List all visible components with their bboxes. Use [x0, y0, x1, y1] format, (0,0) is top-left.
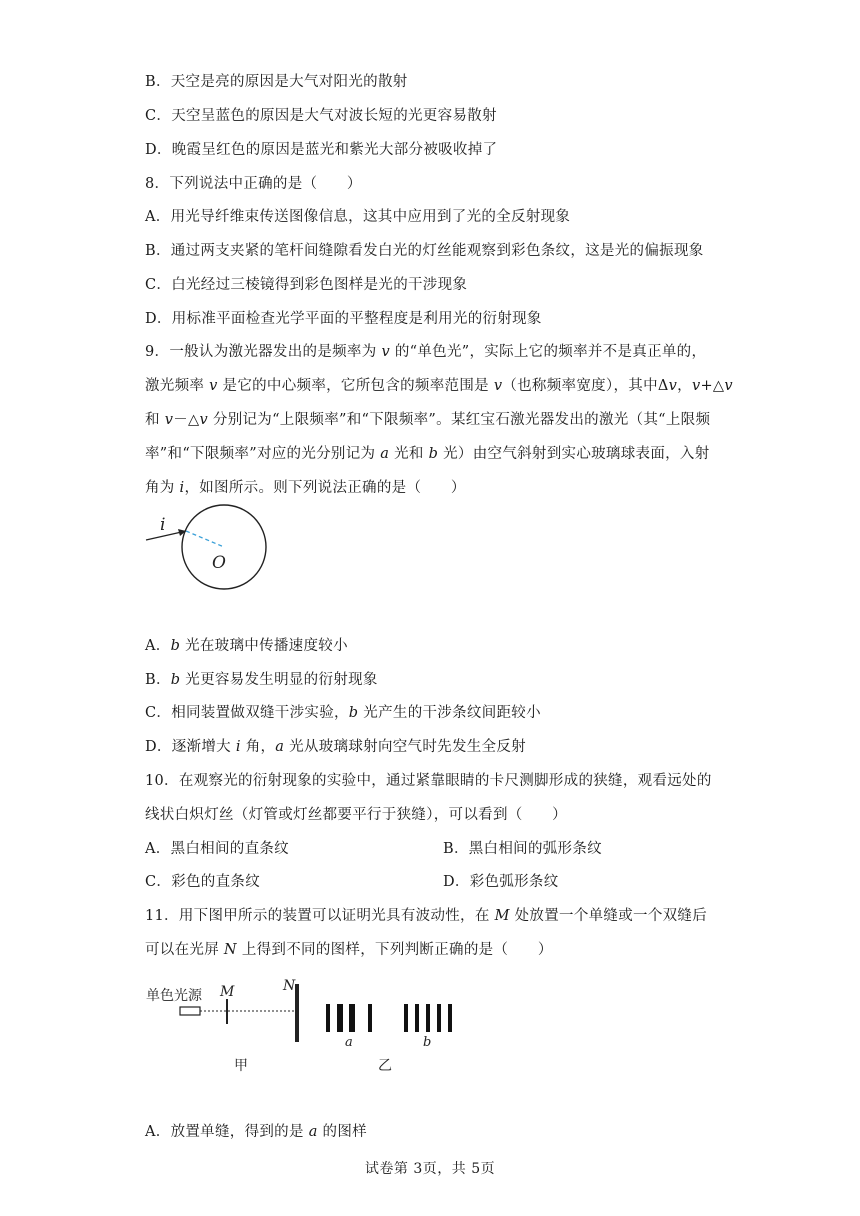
- normal-dashed-line: [186, 531, 224, 547]
- q9-stem-line1: 9．一般认为激光器发出的是频率为 v 的“单色光”，实际上它的频率并不是真正单的，: [145, 344, 707, 360]
- n-label: N: [283, 978, 296, 994]
- q7-option-d: D．晚霞呈红色的原因是蓝光和紫光大部分被吸收掉了: [145, 142, 498, 158]
- q8-option-b: B．通过两支夹紧的笔杆间缝隙看发白光的灯丝能观察到彩色条纹，这是光的偏振现象: [145, 243, 704, 259]
- q10-option-b: B．黑白相间的弧形条纹: [443, 841, 602, 857]
- q11-stem-line1: 11．用下图甲所示的装置可以证明光具有波动性，在 M 处放置一个单缝或一个双缝后: [145, 908, 708, 924]
- q7-option-b: B．天空是亮的原因是大气对阳光的散射: [145, 74, 408, 90]
- center-label: O: [212, 553, 226, 573]
- q9-option-d: D．逐渐增大 i 角，a 光从玻璃球射向空气时先发生全反射: [145, 739, 526, 755]
- q8-option-d: D．用标准平面检查光学平面的平整程度是利用光的衍射现象: [145, 311, 542, 327]
- q10-option-d: D．彩色弧形条纹: [443, 874, 559, 890]
- page-footer: 试卷第 3页，共 5页: [364, 1161, 496, 1177]
- light-source-label: 单色光源: [146, 988, 202, 1004]
- pattern-a-stripe: [368, 1004, 372, 1032]
- pattern-b-stripe: [404, 1004, 408, 1032]
- q9-option-b: B．b 光更容易发生明显的衍射现象: [145, 672, 378, 688]
- q9-option-a: A．b 光在玻璃中传播速度较小: [145, 638, 348, 654]
- pattern-b-stripe: [426, 1004, 430, 1032]
- q7-option-c: C．天空呈蓝色的原因是大气对波长短的光更容易散射: [145, 108, 497, 124]
- q9-stem-line3: 和 v－△v 分别记为“上限频率”和“下限频率”。某红宝石激光器发出的激光（其“上限频: [145, 412, 711, 428]
- figure-yi-label: 乙: [378, 1058, 392, 1074]
- q10-option-a: A．黑白相间的直条纹: [145, 841, 289, 857]
- q10-stem-line1: 10．在观察光的衍射现象的实验中，通过紧靠眼睛的卡尺测脚形成的狭缝，观看远处的: [145, 773, 712, 789]
- q10-stem-line2: 线状白炽灯丝（灯管或灯丝都要平行于狭缝），可以看到（ ）: [145, 807, 567, 823]
- q9-stem-line2: 激光频率 v 是它的中心频率，它所包含的频率范围是 v（也称频率宽度），其中Δv，v+△v: [145, 378, 733, 394]
- q8-stem: 8．下列说法中正确的是（ ）: [145, 176, 362, 192]
- pattern-a-stripe: [349, 1004, 355, 1032]
- m-label: M: [220, 984, 235, 1000]
- q9-glass-sphere-figure: [140, 500, 280, 600]
- pattern-a-stripe: [337, 1004, 343, 1032]
- pattern-b-label: b: [423, 1035, 432, 1050]
- pattern-b-stripe: [415, 1004, 419, 1032]
- pattern-a-stripe: [326, 1004, 330, 1032]
- q11-option-a: A．放置单缝，得到的是 a 的图样: [145, 1124, 367, 1140]
- q8-option-c: C．白光经过三棱镜得到彩色图样是光的干涉现象: [145, 277, 468, 293]
- q11-apparatus-figure: [140, 972, 480, 1082]
- figure-jia-label: 甲: [234, 1058, 248, 1074]
- q9-stem-line4: 率”和“下限频率”对应的光分别记为 a 光和 b 光）由空气斜射到实心玻璃球表面，入射: [145, 446, 710, 462]
- q11-stem-line2: 可以在光屏 N 上得到不同的图样，下列判断正确的是（ ）: [145, 942, 553, 958]
- q9-option-c: C．相同装置做双缝干涉实验，b 光产生的干涉条纹间距较小: [145, 705, 541, 721]
- q9-stem-line5: 角为 i，如图所示。则下列说法正确的是（ ）: [145, 480, 466, 496]
- light-source-box: [180, 1007, 200, 1015]
- incident-angle-label: i: [160, 515, 166, 535]
- q8-option-a: A．用光导纤维束传送图像信息，这其中应用到了光的全反射现象: [145, 209, 571, 225]
- q10-option-c: C．彩色的直条纹: [145, 874, 260, 890]
- pattern-a-label: a: [345, 1035, 353, 1050]
- pattern-b-stripe: [448, 1004, 452, 1032]
- pattern-b-stripe: [437, 1004, 441, 1032]
